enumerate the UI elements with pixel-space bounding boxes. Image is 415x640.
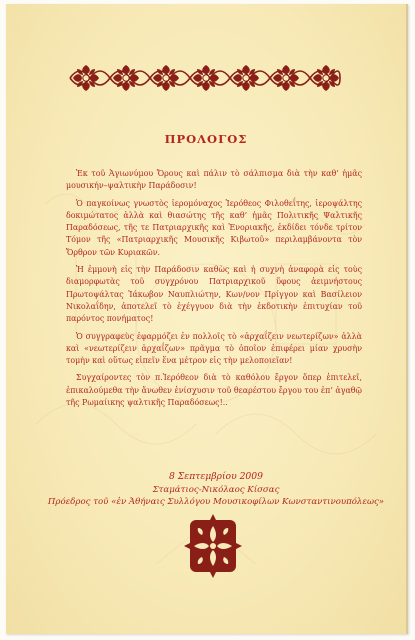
paragraph: Ἐκ τοῦ Ἁγιωνύμου Ὄρους καὶ πάλιν τὸ σάλπισμα διὰ τὴν καθ’ ἡμᾶς μουσικήν–ψαλτικὴν Παράδοσιν! — [66, 169, 362, 191]
signature-role: Πρόεδρος τοῦ «ἐν Ἀθήναις Συλλόγου Μουσικοφίλων Κωνσταντινουπόλεως» — [47, 497, 385, 507]
paragraph: Ὁ παγκοίνως γνωστὸς ἱερομόναχος Ἱερόθεος Φιλοθεΐτης, ἱεροψάλτης δοκιμώτατος ἀλλὰ καὶ θιασώτης τῆς καθ’ ἡμᾶς Πολιτικῆς Ψαλτικῆς Παραδόσεως, τῆς τε Πατριαρχικῆς καὶ Ἐνοριακῆς, ἐκδίδει τόνδε τρίτον Τόμον τῆς «Πατριαρχικῆς Μουσικῆς Κιβωτοῦ» περιλαμβάνοντα τὸν Ὄρθρον τῶν Κυριακῶν. — [66, 198, 362, 257]
paragraph: Ὁ συγγραφεὺς ἐφαρμόζει ἐν πολλοῖς τὸ «ἀρχαΐζειν νεωτερίζων» ἀλλὰ καὶ «νεωτερίζειν ἀρχαΐζων» πρᾶγμα τὸ ὁποῖον ἐπιφέρει μίαν χρυσὴν τομὴν καὶ οὕτως εἰπεῖν ἕνα μέτρον εἰς τὴν μελοποιεῖαν! — [66, 331, 362, 366]
floral-band-ornament-icon — [64, 58, 344, 98]
signature-name: Σταμάτιος-Νικόλαος Κίσσας — [152, 484, 280, 495]
cross-floral-ornament-icon — [184, 512, 242, 580]
paragraph: Ἡ ἐμμονὴ εἰς τὴν Παράδοσιν καθὼς καὶ ἡ συχνὴ ἀναφορὰ εἰς τοὺς διαμορφωτὰς τοῦ συγχρόνου Πατριαρχικοῦ ὕφους ἀειμνήστους Πρωτοψάλτας Ἰάκωβον Ναυπλιώτην, Κων/νον Πρίγγον καὶ Βασίλειον Νικολαΐδην, ἀποτελεῖ τὸ ἐχέγγυον διὰ τὴν ἐκδοτικὴν ἐπιτυχίαν τοῦ παρόντος πονήματος! — [66, 265, 362, 324]
signature-date: 8 Σεπτεμβρίου 2009 — [169, 471, 263, 482]
preface-text — [66, 168, 362, 414]
page-title: ΠΡΟΛΟΓΟΣ — [164, 132, 248, 146]
paragraph: Συγχαίροντες τὸν π.Ἱερόθεον διὰ τὸ καθόλου ἔργον ὅπερ ἐπιτελεῖ, ἐπικαλούμεθα τὴν ἄνωθεν ἐνίσχυσιν τοῦ θεαρέστου ἔργου του ἐπ’ ἀγαθῷ τῆς Ρωμαίικης ψαλτικῆς Παραδόσεως!.. — [66, 373, 362, 408]
document-page — [6, 4, 408, 634]
signature-block — [46, 471, 386, 509]
